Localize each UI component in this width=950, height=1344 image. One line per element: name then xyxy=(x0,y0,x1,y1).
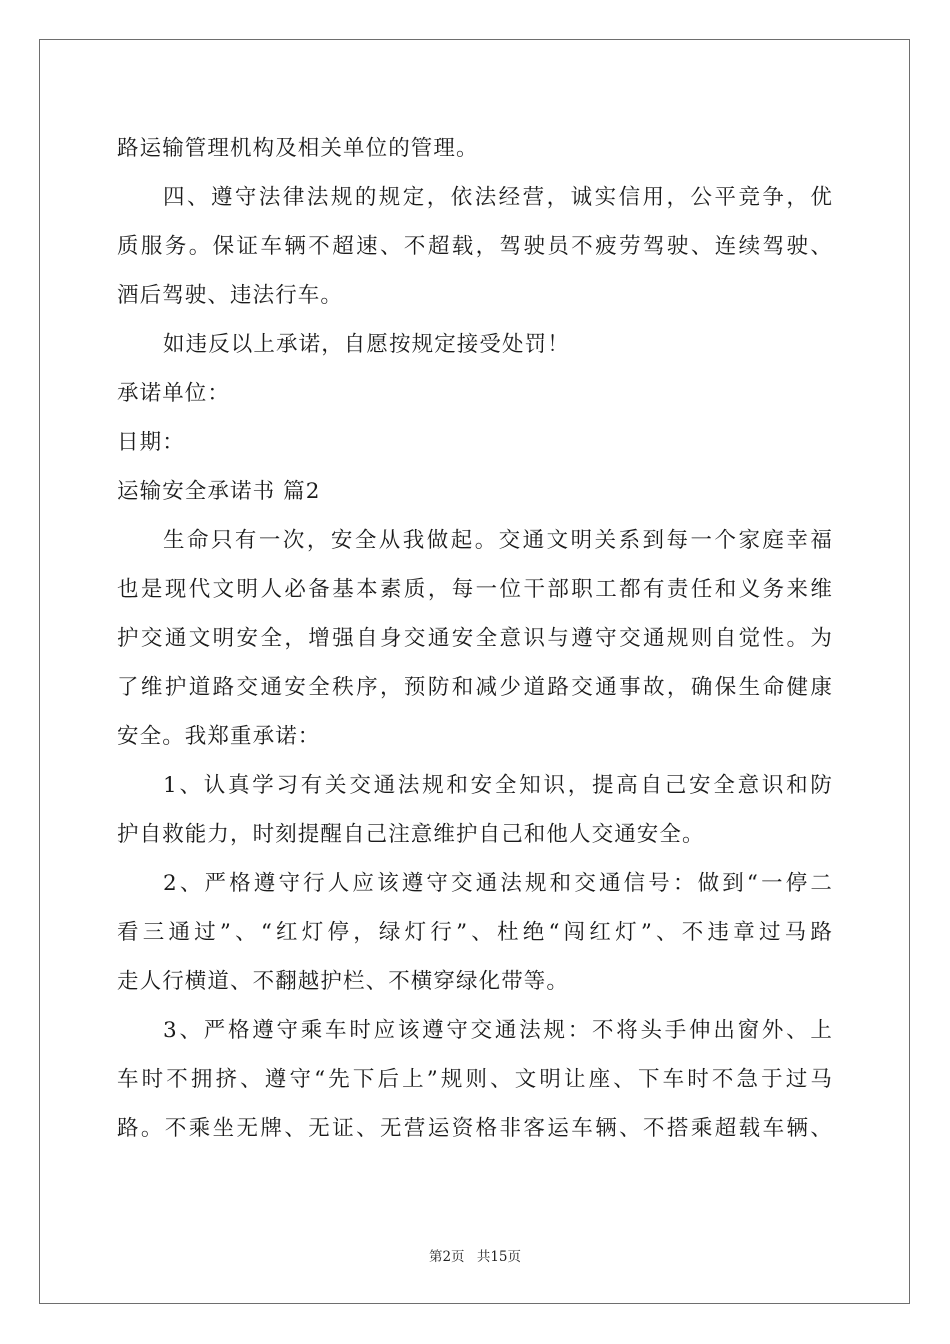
total-pages: 共15页 xyxy=(476,1249,522,1265)
paragraph-line: 了维护道路交通安全秩序，预防和减少道路交通事故，确保生命健康 xyxy=(117,675,833,700)
paragraph-line: 2、严格遵守行人应该遵守交通法规和交通信号：做到“一停二 xyxy=(163,871,833,896)
paragraph-line: 安全。我郑重承诺： xyxy=(117,724,321,749)
paragraph-line: 护交通文明安全，增强自身交通安全意识与遵守交通规则自觉性。为 xyxy=(117,626,833,651)
paragraph-line: 看三通过”、“红灯停，绿灯行”、杜绝“闯红灯”、不违章过马路 xyxy=(117,920,833,945)
paragraph-line: 走人行横道、不翻越护栏、不横穿绿化带等。 xyxy=(117,969,570,994)
paragraph-line: 3、严格遵守乘车时应该遵守交通法规：不将头手伸出窗外、上 xyxy=(163,1018,833,1043)
paragraph-line: 路运输管理机构及相关单位的管理。 xyxy=(117,136,479,161)
paragraph-line: 如违反以上承诺，自愿按规定接受处罚！ xyxy=(163,332,570,357)
document-body xyxy=(117,124,833,1153)
paragraph-line: 路。不乘坐无牌、无证、无营运资格非客运车辆、不搭乘超载车辆、 xyxy=(117,1116,833,1141)
signature-unit-label: 承诺单位： xyxy=(117,381,231,406)
section-heading: 运输安全承诺书 篇2 xyxy=(117,479,321,504)
paragraph-line: 四、遵守法律法规的规定，依法经营，诚实信用，公平竞争，优 xyxy=(163,185,833,210)
paragraph-line: 生命只有一次，安全从我做起。交通文明关系到每一个家庭幸福 xyxy=(163,528,833,553)
paragraph-line: 车时不拥挤、遵守“先下后上”规则、文明让座、下车时不急于过马 xyxy=(117,1067,833,1092)
paragraph-line: 也是现代文明人必备基本素质，每一位干部职工都有责任和义务来维 xyxy=(117,577,833,602)
paragraph-line: 酒后驾驶、违法行车。 xyxy=(117,283,344,308)
paragraph-line: 质服务。保证车辆不超速、不超载，驾驶员不疲劳驾驶、连续驾驶、 xyxy=(117,234,833,259)
page-number: 第2页 xyxy=(428,1249,465,1265)
paragraph-line: 护自救能力，时刻提醒自己注意维护自己和他人交通安全。 xyxy=(117,822,705,847)
paragraph-line: 1、认真学习有关交通法规和安全知识，提高自己安全意识和防 xyxy=(163,773,833,798)
page-footer xyxy=(0,1245,950,1265)
date-label: 日期： xyxy=(117,430,185,455)
